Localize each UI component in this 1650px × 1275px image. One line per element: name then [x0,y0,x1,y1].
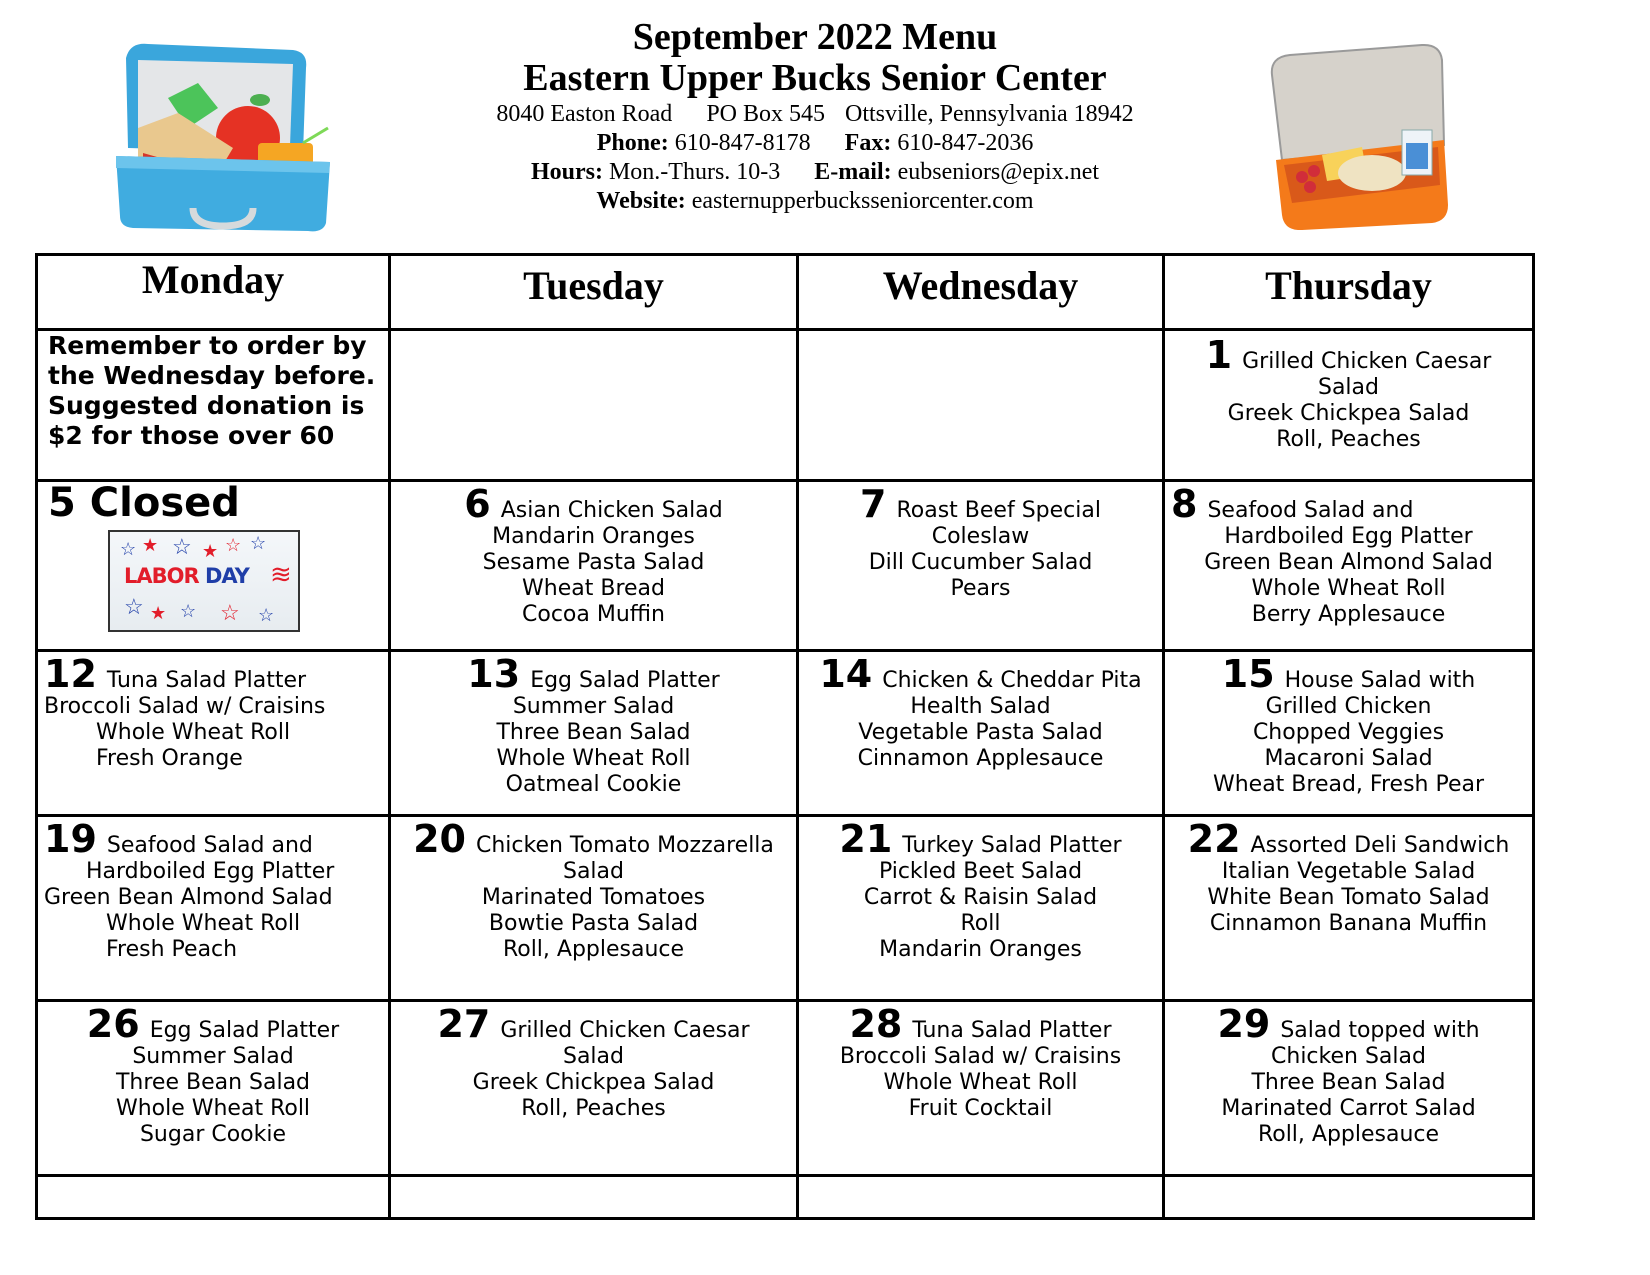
order-reminder-note [38,331,388,451]
star-icon: ☆ [220,600,240,625]
menu-calendar [35,253,1535,1220]
menu-item: Whole Wheat Roll [496,746,691,771]
day-number: 26 [86,1002,140,1046]
star-icon: ☆ [172,534,192,559]
menu-item: Cinnamon Applesauce [857,746,1104,771]
blue-lunchbox-image [108,38,338,233]
calendar-cell-day-19 [37,816,390,1001]
menu-item: Fresh Orange [96,746,243,771]
phone-fax-line [400,129,1230,158]
calendar-cell-day-29 [1164,1001,1534,1176]
calendar-cell-empty [37,1176,390,1219]
note-line: the Wednesday before. [48,361,376,390]
menu-item: Dill Cucumber Salad [868,550,1093,575]
menu-main-dish: Salad topped with [1280,1018,1480,1043]
menu-item: Marinated Tomatoes [481,885,706,910]
menu-main-dish: Turkey Salad Platter [902,833,1122,858]
menu-main-dish: Seafood Salad and [1207,498,1414,523]
menu-main-dish: Tuna Salad Platter [912,1018,1112,1043]
labor-day-banner-image [108,530,300,632]
phone-number: 610-847-8178 [674,130,811,156]
calendar-cell-day-12 [37,651,390,816]
menu-item: Macaroni Salad [1264,746,1433,771]
day-number: 29 [1217,1002,1271,1046]
menu-item: Whole Wheat Roll [106,911,301,936]
day-number: 7 [860,482,887,526]
email-link[interactable]: eubseniors@epix.net [897,159,1100,185]
day-number: 19 [44,817,97,861]
menu-item: Cinnamon Banana Muffin [1209,911,1488,936]
email-label: E-mail: [814,159,892,185]
menu-item: Roll [960,911,1001,936]
calendar-cell-day-27 [390,1001,798,1176]
day-header-thursday: Thursday [1164,255,1534,330]
star-icon: ☆ [250,533,267,553]
calendar-cell-note [37,330,390,481]
menu-main-dish: Grilled Chicken Caesar [500,1018,750,1043]
calendar-cell-day-15 [1164,651,1534,816]
menu-item: Cocoa Muffin [522,602,665,627]
menu-item: Summer Salad [512,694,675,719]
calendar-cell-empty [1164,1176,1534,1219]
po-box: PO Box 545 [706,101,825,127]
menu-item: Fresh Peach [106,937,238,962]
day-number: 5 [48,480,76,526]
calendar-cell-day-22 [1164,816,1534,1001]
calendar-cell-day-20 [390,816,798,1001]
day-header-monday: Monday [37,255,390,330]
day-header-tuesday: Tuesday [390,255,798,330]
menu-item: Salad [562,1044,624,1069]
day-number: 6 [464,482,491,526]
phone-label: Phone: [596,130,669,156]
menu-item: Wheat Bread [522,576,665,601]
menu-item: Health Salad [910,694,1051,719]
hours-label: Hours: [530,159,603,185]
page-title: September 2022 Menu [632,16,998,58]
menu-main-dish: Chicken & Cheddar Pita [882,668,1142,693]
calendar-cell-day-6 [390,481,798,651]
calendar-cell-day-5 [37,481,390,651]
fax-number: 610-847-2036 [897,130,1034,156]
star-icon: ☆ [120,539,137,559]
menu-item: Greek Chickpea Salad [472,1070,715,1095]
menu-item: Hardboiled Egg Platter [1224,524,1473,549]
day-number: 1 [1205,333,1233,377]
star-icon: ☆ [180,601,197,621]
menu-item: Whole Wheat Roll [1251,576,1446,601]
menu-item: Three Bean Salad [1251,1070,1446,1095]
calendar-cell-day-1 [1164,330,1534,481]
calendar-cell-empty [798,330,1164,481]
calendar-cell-day-8 [1164,481,1534,651]
day-number: 22 [1187,817,1241,861]
fax-label: Fax: [844,130,892,156]
menu-item: Salad [1317,375,1379,400]
street-address: 8040 Easton Road [496,101,673,127]
menu-main-dish: Tuna Salad Platter [106,668,307,693]
day-number: 12 [44,652,97,696]
menu-item: Roll, Applesauce [1257,1122,1440,1147]
menu-main-dish: Asian Chicken Salad [500,498,723,523]
menu-item: Chopped Veggies [1252,720,1445,745]
day-number: 8 [1171,482,1198,526]
note-line: $2 for those over 60 [48,421,335,450]
menu-item: Summer Salad [132,1044,294,1069]
menu-main-dish: Chicken Tomato Mozzarella [475,833,774,858]
star-icon: ☆ [124,594,144,619]
organization-name: Eastern Upper Bucks Senior Center [523,57,1107,99]
calendar-cell-empty [390,330,798,481]
menu-item: Roll, Applesauce [502,937,685,962]
menu-item: Roll, Peaches [521,1096,666,1121]
menu-main-dish: Assorted Deli Sandwich [1250,833,1510,858]
day-word: DAY [204,564,249,588]
hours-email-line [400,158,1230,187]
website-link[interactable]: easternupperbucksseniorcenter.com [691,188,1034,214]
menu-item: Mandarin Oranges [492,524,695,549]
labor-day-text [124,564,249,588]
address-line [400,100,1230,129]
menu-item: Pears [950,576,1011,601]
menu-item: Italian Vegetable Salad [1221,859,1476,884]
star-icon: ★ [202,541,219,561]
menu-main-dish: House Salad with [1284,668,1476,693]
menu-item: Three Bean Salad [496,720,691,745]
menu-item: Three Bean Salad [115,1070,311,1095]
menu-item: Green Bean Almond Salad [44,885,333,910]
menu-item: Greek Chickpea Salad [1227,401,1470,426]
menu-item: Green Bean Almond Salad [1204,550,1493,575]
menu-item: Berry Applesauce [1251,602,1446,627]
calendar-cell-day-14 [798,651,1164,816]
day-number: 27 [437,1002,491,1046]
lunchbox-icon [108,38,338,233]
menu-item: Whole Wheat Roll [115,1096,311,1121]
calendar-cell-day-13 [390,651,798,816]
menu-item: Marinated Carrot Salad [1221,1096,1476,1121]
menu-item: Broccoli Salad w/ Craisins [44,694,326,719]
menu-item: White Bean Tomato Salad [1207,885,1490,910]
labor-word: LABOR [124,564,199,588]
calendar-cell-empty [798,1176,1164,1219]
menu-item: Wheat Bread, Fresh Pear [1212,772,1485,797]
menu-item: Coleslaw [931,524,1030,549]
document-header [400,18,1230,216]
day-number: 28 [849,1002,903,1046]
menu-item: Bowtie Pasta Salad [488,911,699,936]
calendar-cell-day-21 [798,816,1164,1001]
menu-item: Salad [562,859,624,884]
star-icon: ☆ [225,535,242,555]
closed-label: Closed [89,480,240,526]
orange-bento-image [1262,35,1452,230]
menu-item: Sugar Cookie [139,1122,287,1147]
day-number: 13 [467,652,521,696]
flag-stripe-icon: ≋ [270,560,292,589]
menu-item: Fruit Cocktail [908,1096,1053,1121]
menu-main-dish: Egg Salad Platter [149,1018,340,1043]
menu-item: Pickled Beet Salad [878,859,1083,884]
menu-item: Whole Wheat Roll [96,720,291,745]
menu-item: Roll, Peaches [1276,427,1421,452]
menu-main-dish: Roast Beef Special [896,498,1101,523]
calendar-cell-day-26 [37,1001,390,1176]
menu-item: Whole Wheat Roll [883,1070,1078,1095]
day-number: 20 [413,817,466,861]
day-number: 15 [1221,652,1275,696]
menu-main-dish: Grilled Chicken Caesar [1242,349,1492,374]
star-icon: ★ [142,535,159,555]
day-number: 21 [839,817,893,861]
menu-item: Vegetable Pasta Salad [858,720,1103,745]
calendar-cell-empty [390,1176,798,1219]
closed-notice [38,482,388,524]
menu-item: Oatmeal Cookie [505,772,682,797]
menu-item: Sesame Pasta Salad [482,550,705,575]
city-state-zip: Ottsville, Pennsylvania 18942 [845,101,1134,127]
website-line [400,187,1230,216]
menu-item: Mandarin Oranges [879,937,1082,962]
calendar-cell-day-28 [798,1001,1164,1176]
star-icon: ☆ [258,605,275,625]
website-label: Website: [596,188,686,214]
star-icon: ★ [150,603,167,623]
menu-main-dish: Egg Salad Platter [530,668,720,693]
menu-item: Broccoli Salad w/ Craisins [839,1044,1122,1069]
menu-main-dish: Seafood Salad and [106,833,313,858]
calendar-cell-day-7 [798,481,1164,651]
note-line: Remember to order by [48,331,367,360]
menu-item: Grilled Chicken [1265,694,1432,719]
hours-value: Mon.-Thurs. 10-3 [608,159,781,185]
note-line: Suggested donation is [48,391,365,420]
menu-item: Carrot & Raisin Salad [863,885,1098,910]
day-header-wednesday: Wednesday [798,255,1164,330]
bento-box-icon [1262,35,1452,230]
menu-item: Chicken Salad [1271,1044,1426,1069]
day-number: 14 [819,652,873,696]
menu-item: Hardboiled Egg Platter [86,859,335,884]
